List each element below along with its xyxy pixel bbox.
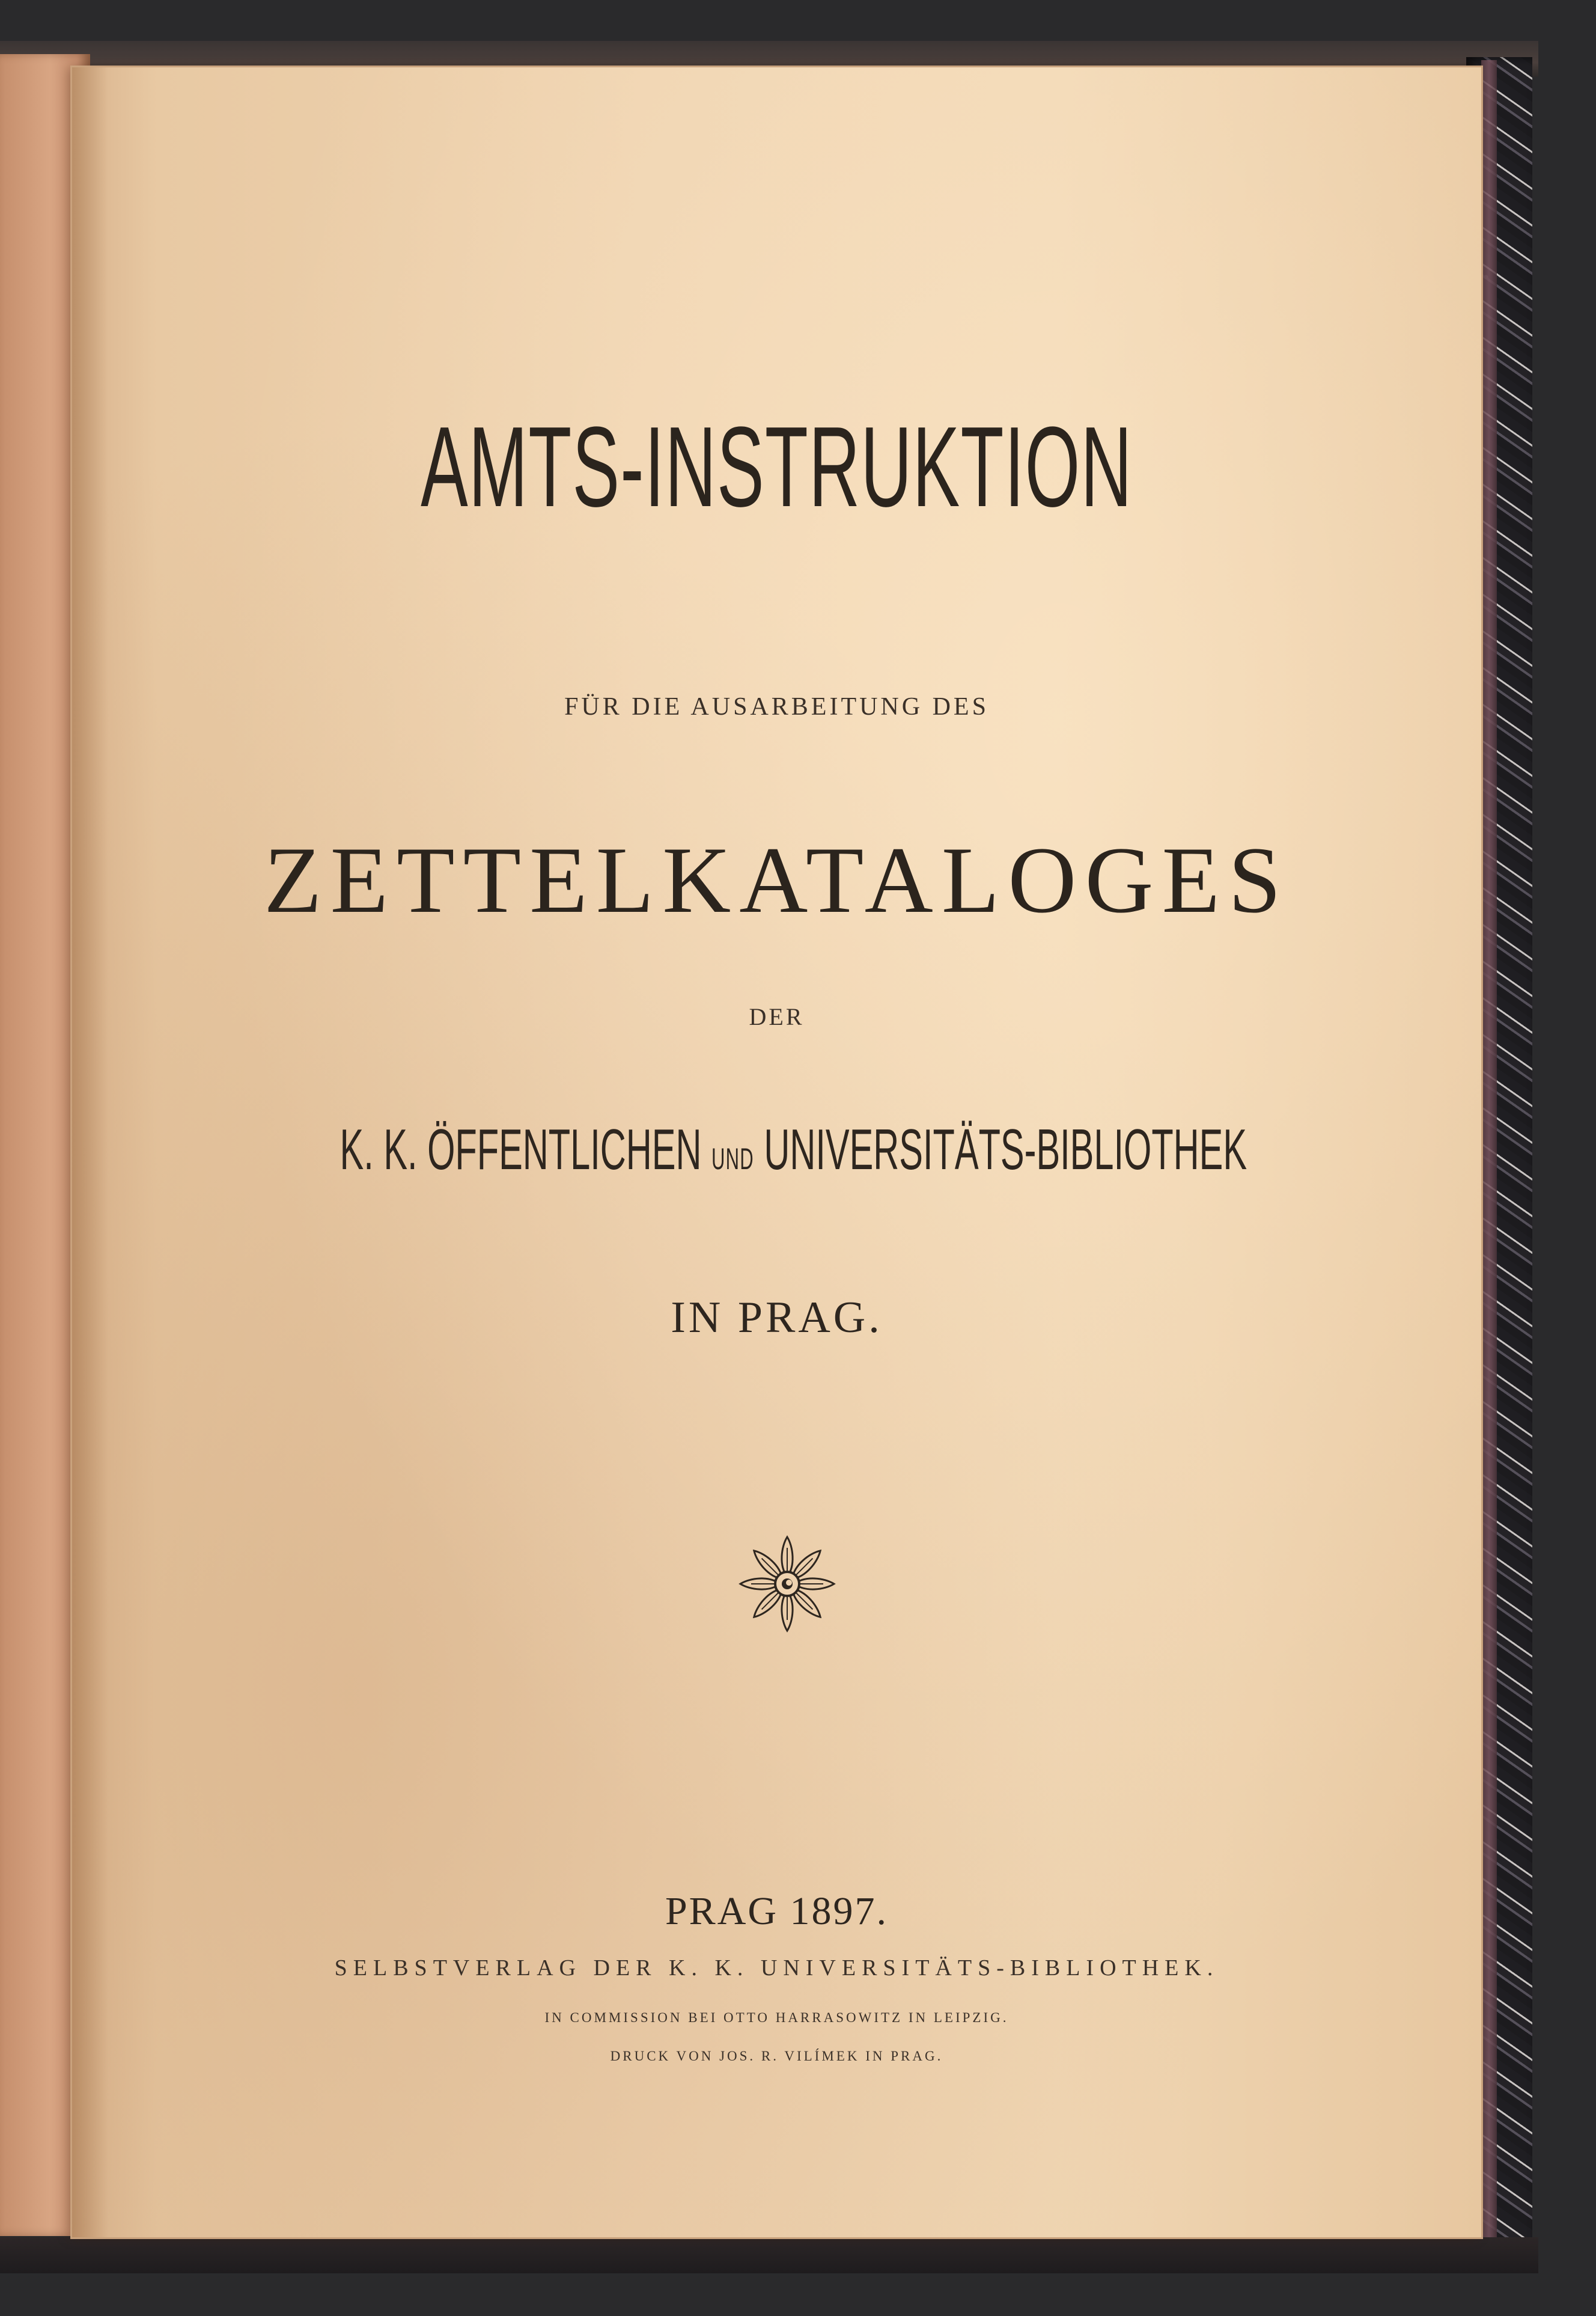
imprint-printer: DRUCK VON JOS. R. VILÍMEK IN PRAG. [610, 2049, 943, 2064]
library-name-und: UND [711, 1142, 754, 1176]
book-bottom-edge [0, 2237, 1538, 2273]
library-name-part1: K. K. ÖFFENTLICHEN [340, 1117, 702, 1182]
main-subject: ZETTELKATALOGES [264, 828, 1290, 933]
imprint-place-year: PRAG 1897. [665, 1889, 889, 1933]
imprint-commission: IN COMMISSION BEI OTTO HARRASOWITZ IN LEIPZIG. [544, 2010, 1009, 2025]
library-name [340, 1117, 1247, 1183]
subtitle-line: FÜR DIE AUSARBEITUNG DES [564, 693, 989, 721]
rosette-ornament-icon [736, 1533, 838, 1635]
library-name-part2: UNIVERSITÄTS-BIBLIOTHEK [764, 1117, 1247, 1182]
city-line: IN PRAG. [671, 1293, 883, 1342]
title-page [72, 67, 1481, 2237]
connector-word: DER [749, 1003, 805, 1030]
cover-spine-edge [1481, 60, 1497, 2254]
imprint-publisher: SELBSTVERLAG DER K. K. UNIVERSITÄTS-BIBLIOTHEK. [334, 1955, 1219, 1981]
page-title: AMTS-INSTRUKTION [421, 403, 1133, 531]
